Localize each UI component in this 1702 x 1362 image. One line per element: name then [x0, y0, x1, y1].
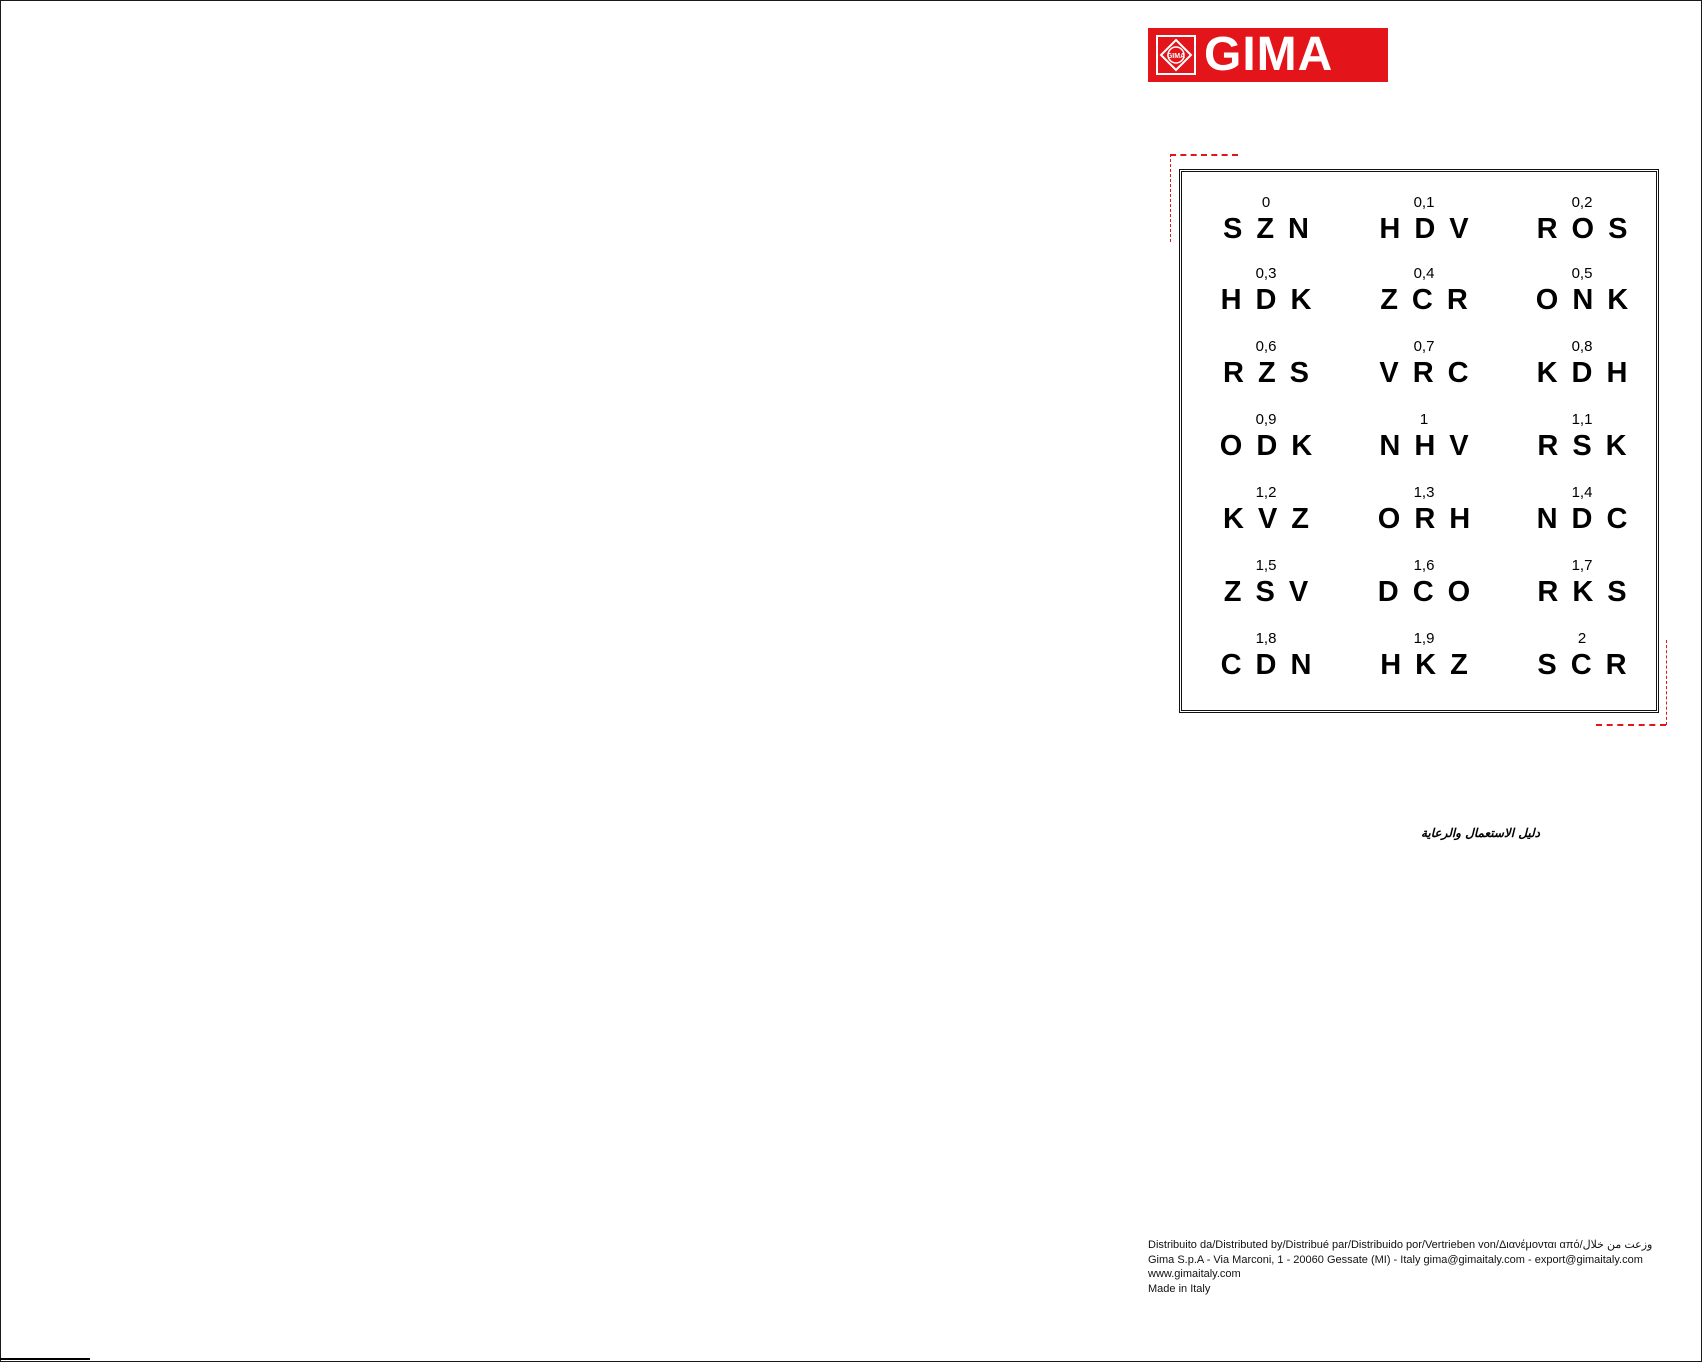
crop-mark-bottom [1596, 724, 1666, 726]
chart-cell [1512, 265, 1652, 317]
chart-cell [1512, 411, 1652, 463]
acuity-value: 1,8 [1255, 630, 1277, 647]
acuity-value: 0,8 [1571, 338, 1593, 355]
visual-acuity-chart [1179, 169, 1659, 713]
chart-cell [1354, 484, 1494, 536]
footer-website: www.gimaitaly.com [1148, 1268, 1241, 1280]
optotype-letters: CDN [1220, 649, 1326, 681]
acuity-value: 0,9 [1255, 411, 1277, 428]
acuity-value: 0,6 [1255, 338, 1277, 355]
optotype-letters: KDH [1536, 357, 1642, 389]
footer [1148, 1238, 1668, 1296]
optotype-letters: ODK [1219, 430, 1327, 462]
arabic-title: دليل الاستعمال والرعاية [1420, 826, 1540, 840]
acuity-value: 0 [1261, 194, 1271, 211]
optotype-letters: ZSV [1223, 576, 1323, 608]
acuity-value: 0,3 [1255, 265, 1277, 282]
acuity-value: 1,7 [1571, 557, 1593, 574]
optotype-letters: ORH [1377, 503, 1485, 535]
optotype-letters: ROS [1536, 213, 1642, 245]
gima-emblem-icon [1156, 35, 1196, 75]
acuity-value: 0,7 [1413, 338, 1435, 355]
chart-cell [1196, 557, 1336, 609]
brand-name: GIMA [1204, 28, 1334, 81]
optotype-letters: HKZ [1380, 649, 1482, 681]
chart-cell [1354, 630, 1494, 682]
acuity-value: 1,5 [1255, 557, 1277, 574]
chart-cell [1512, 194, 1652, 246]
acuity-value: 0,2 [1571, 194, 1593, 211]
acuity-value: 1,3 [1413, 484, 1435, 501]
optotype-letters: NDC [1536, 503, 1642, 535]
chart-cell [1354, 194, 1494, 246]
crop-mark-right [1666, 640, 1667, 725]
optotype-letters: VRC [1379, 357, 1483, 389]
optotype-letters: RKS [1537, 576, 1641, 608]
chart-cell [1196, 411, 1336, 463]
optotype-letters: NHV [1379, 430, 1483, 462]
footer-address: Gima S.p.A - Via Marconi, 1 - 20060 Gessate (MI) - Italy gima@gimaitaly.com - export@gimaitaly.com [1148, 1253, 1643, 1266]
optotype-letters: SZN [1223, 213, 1323, 245]
optotype-letters: RSK [1537, 430, 1641, 462]
crop-mark-left [1170, 154, 1171, 242]
gima-logo [1148, 28, 1388, 82]
optotype-letters: HDK [1220, 284, 1326, 316]
acuity-value: 1,2 [1255, 484, 1277, 501]
optotype-letters: ZCR [1380, 284, 1482, 316]
acuity-value: 2 [1577, 630, 1587, 647]
optotype-letters: RZS [1223, 357, 1323, 389]
acuity-value: 1,4 [1571, 484, 1593, 501]
acuity-value: 0,5 [1571, 265, 1593, 282]
acuity-value: 1,9 [1413, 630, 1435, 647]
acuity-value: 0,4 [1413, 265, 1435, 282]
chart-cell [1512, 338, 1652, 390]
acuity-value: 1,6 [1413, 557, 1435, 574]
chart-cell [1512, 557, 1652, 609]
optotype-letters: ONK [1535, 284, 1643, 316]
optotype-letters: HDV [1379, 213, 1483, 245]
chart-cell [1512, 630, 1652, 682]
chart-cell [1196, 338, 1336, 390]
chart-cell [1354, 557, 1494, 609]
footer-made-in: Made in Italy [1148, 1282, 1211, 1295]
optotype-letters: DCO [1377, 576, 1485, 608]
chart-cell [1196, 194, 1336, 246]
optotype-letters: KVZ [1223, 503, 1323, 535]
acuity-value: 1,1 [1571, 411, 1593, 428]
acuity-value: 1 [1419, 411, 1429, 428]
chart-cell [1196, 265, 1336, 317]
chart-cell [1196, 630, 1336, 682]
chart-cell [1354, 338, 1494, 390]
bottom-rule [0, 1358, 90, 1360]
emblem-text: GIMA [1166, 53, 1186, 60]
footer-distributed-by: Distribuito da/Distributed by/Distribué par/Distribuido por/Vertrieben von/Διανέμονται από/وزعت من خلال [1148, 1239, 1653, 1251]
chart-cell [1354, 411, 1494, 463]
chart-cell [1196, 484, 1336, 536]
optotype-letters: SCR [1537, 649, 1641, 681]
chart-cell [1512, 484, 1652, 536]
crop-mark-top [1170, 154, 1238, 156]
chart-cell [1354, 265, 1494, 317]
acuity-value: 0,1 [1413, 194, 1435, 211]
